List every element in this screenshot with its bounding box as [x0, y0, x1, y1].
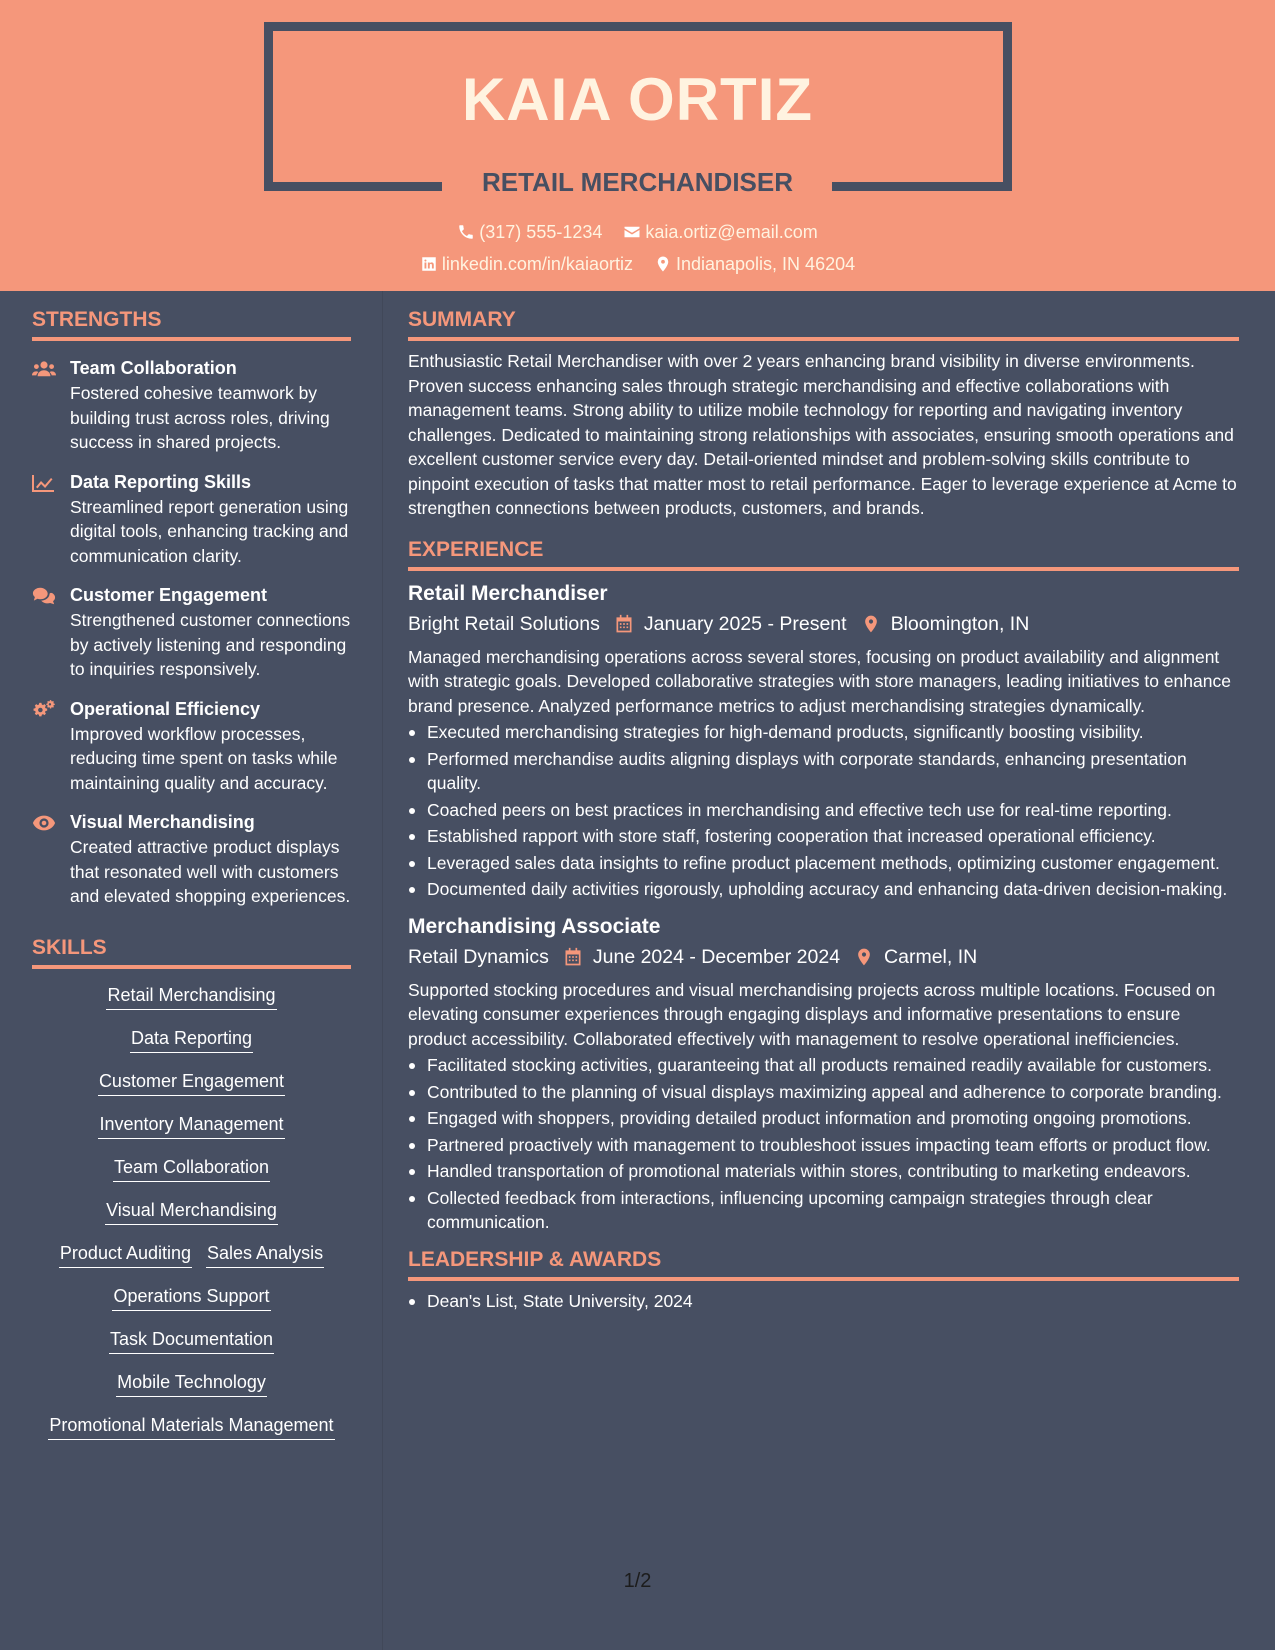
- award-item: Dean's List, State University, 2024: [408, 1289, 1239, 1314]
- bullet-item: Contributed to the planning of visual displays maximizing appeal and adherence to corporate branding.: [408, 1080, 1239, 1105]
- skill-tag: Visual Merchandising: [105, 1198, 278, 1225]
- skill-tag: Sales Analysis: [206, 1241, 324, 1268]
- job-company: Retail Dynamics: [408, 945, 549, 968]
- strength-title: Operational Efficiency: [70, 698, 261, 719]
- map-pin-icon: [854, 947, 874, 967]
- left-column: [32, 303, 351, 1456]
- strengths-heading: STRENGTHS: [32, 303, 351, 341]
- map-pin-icon: [861, 614, 881, 634]
- strength-item: [32, 582, 351, 682]
- chart-line-icon: [32, 473, 56, 493]
- strength-desc: Created attractive product displays that resonated well with customers and elevated shopping experiences.: [70, 837, 351, 906]
- bullet-item: Partnered proactively with management to troubleshoot issues impacting team efforts or product flow.: [408, 1133, 1239, 1158]
- job-company: Bright Retail Solutions: [408, 612, 600, 635]
- phone-text: (317) 555-1234: [479, 222, 603, 242]
- contact-row-2: [0, 252, 1275, 279]
- linkedin-contact[interactable]: [420, 252, 633, 276]
- header: [0, 0, 1275, 291]
- job-dates: January 2025 - Present: [643, 612, 847, 635]
- summary-heading: SUMMARY: [408, 303, 1239, 341]
- phone-contact[interactable]: [457, 220, 602, 244]
- job-role: Retail Merchandiser: [408, 581, 608, 605]
- strength-item: [32, 696, 351, 796]
- bullet-item: Established rapport with store staff, fostering cooperation that increased operational efficiency.: [408, 824, 1239, 849]
- skill-tag: Data Reporting: [130, 1026, 253, 1053]
- bullet-item: Coached peers on best practices in merchandising and effective tech use for real-time reporting.: [408, 798, 1239, 823]
- envelope-icon: [623, 223, 641, 241]
- strength-title: Customer Engagement: [70, 585, 268, 605]
- skill-tag: Product Auditing: [59, 1241, 192, 1268]
- strength-item: [32, 469, 351, 569]
- job-role: Merchandising Associate: [408, 914, 661, 938]
- skills-heading: SKILLS: [32, 931, 351, 969]
- column-divider: [382, 291, 383, 1650]
- location-contact: [654, 252, 855, 276]
- candidate-name: KAIA ORTIZ: [461, 66, 814, 133]
- email-text: kaia.ortiz@email.com: [645, 222, 818, 242]
- location-text: Indianapolis, IN 46204: [675, 254, 856, 274]
- strength-desc: Fostered cohesive teamwork by building trust across roles, driving success in shared projects.: [70, 383, 330, 452]
- page-number: 1/2: [623, 1570, 652, 1592]
- linkedin-icon: [420, 255, 438, 273]
- leadership-heading: LEADERSHIP & AWARDS: [408, 1243, 1239, 1281]
- eye-icon: [32, 813, 56, 833]
- users-icon: [32, 359, 56, 379]
- job-dates: June 2024 - December 2024: [592, 945, 841, 968]
- contact-row-1: [0, 220, 1275, 247]
- bullet-item: Collected feedback from interactions, influencing upcoming campaign strategies through clear communication.: [408, 1186, 1239, 1235]
- job-bullets: [408, 1053, 1239, 1235]
- job-bullets: [408, 720, 1239, 902]
- linkedin-text: linkedin.com/in/kaiaortiz: [441, 254, 633, 274]
- summary-text: Enthusiastic Retail Merchandiser with over 2 years enhancing brand visibility in diverse environments. Proven success enhancing sales through strategic merchandising and effective collaborations with management teams. Strong ability to utilize mobile technology for reporting and navigating inventory challenges. Dedicated to maintaining strong relationships with associates, ensuring smooth operations and excellent customer service every day. Detail-oriented mindset and problem-solving skills contribute to pinpoint execution of tasks that matter most to retail performance. Eager to leverage experience at Acme to strengthen connections between products, customers, and brands.: [408, 351, 1237, 518]
- candidate-title: RETAIL MERCHANDISER: [481, 167, 794, 197]
- strength-desc: Streamlined report generation using digital tools, enhancing tracking and communication clarity.: [70, 496, 349, 566]
- strength-title: Visual Merchandising: [70, 812, 255, 832]
- skill-tag: Mobile Technology: [116, 1370, 267, 1397]
- calendar-icon: [563, 947, 583, 967]
- calendar-icon: [614, 614, 634, 634]
- strength-title: Data Reporting Skills: [70, 471, 252, 492]
- comments-icon: [32, 586, 56, 606]
- skill-tag: Task Documentation: [109, 1327, 274, 1354]
- job-location: Bloomington, IN: [890, 612, 1030, 635]
- job-description: Managed merchandising operations across several stores, focusing on product availability and alignment with strategic goals. Developed collaborative strategies with store managers, leading initiatives to enhance brand presence. Analyzed performance metrics to adjust merchandising strategies dynamically.: [408, 646, 1231, 716]
- job-meta: [408, 609, 1239, 639]
- leadership-list: [408, 1289, 1239, 1314]
- job-description: Supported stocking procedures and visual merchandising projects across multiple locations. Focused on elevating consumer experiences through engaging displays and informative presentations to ensure product accessibility. Collaborated effectively with management to resolve operational inefficiencies.: [408, 979, 1216, 1049]
- skill-tag: Customer Engagement: [98, 1069, 285, 1096]
- job-location: Carmel, IN: [884, 945, 978, 968]
- gears-icon: [32, 700, 56, 720]
- email-contact[interactable]: [623, 220, 817, 244]
- strength-title: Team Collaboration: [70, 358, 237, 378]
- strength-item: [32, 355, 351, 455]
- skill-tag: Retail Merchandising: [106, 983, 276, 1010]
- bullet-item: Engaged with shoppers, providing detailed product information and promoting ongoing promotions.: [408, 1106, 1239, 1131]
- strength-desc: Improved workflow processes, reducing time spent on tasks while maintaining quality and accuracy.: [70, 723, 338, 793]
- map-pin-icon: [654, 255, 672, 273]
- bullet-item: Handled transportation of promotional materials within stores, contributing to marketing endeavors.: [408, 1159, 1239, 1184]
- phone-icon: [457, 223, 475, 241]
- bullet-item: Documented daily activities rigorously, upholding accuracy and enhancing data-driven decision-making.: [408, 877, 1239, 902]
- experience-heading: EXPERIENCE: [408, 533, 1239, 571]
- strength-item: [32, 809, 351, 909]
- skill-tag: Team Collaboration: [113, 1155, 270, 1182]
- strengths-list: [32, 355, 351, 909]
- skills-list: [32, 983, 351, 1440]
- skill-tag: Inventory Management: [98, 1112, 284, 1139]
- bullet-item: Performed merchandise audits aligning displays with corporate standards, enhancing presentation quality.: [408, 747, 1239, 796]
- job-entry: [408, 579, 1239, 902]
- right-column: [408, 303, 1239, 1315]
- job-entry: [408, 912, 1239, 1235]
- bullet-item: Leveraged sales data insights to refine product placement methods, optimizing customer engagement.: [408, 851, 1239, 876]
- skill-tag: Promotional Materials Management: [48, 1413, 334, 1440]
- strength-desc: Strengthened customer connections by actively listening and responding to inquiries responsively.: [70, 610, 351, 679]
- bullet-item: Executed merchandising strategies for high-demand products, significantly boosting visibility.: [408, 720, 1239, 745]
- job-meta: [408, 942, 1239, 972]
- bullet-item: Facilitated stocking activities, guaranteeing that all products remained readily available for customers.: [408, 1053, 1239, 1078]
- skill-tag: Operations Support: [112, 1284, 270, 1311]
